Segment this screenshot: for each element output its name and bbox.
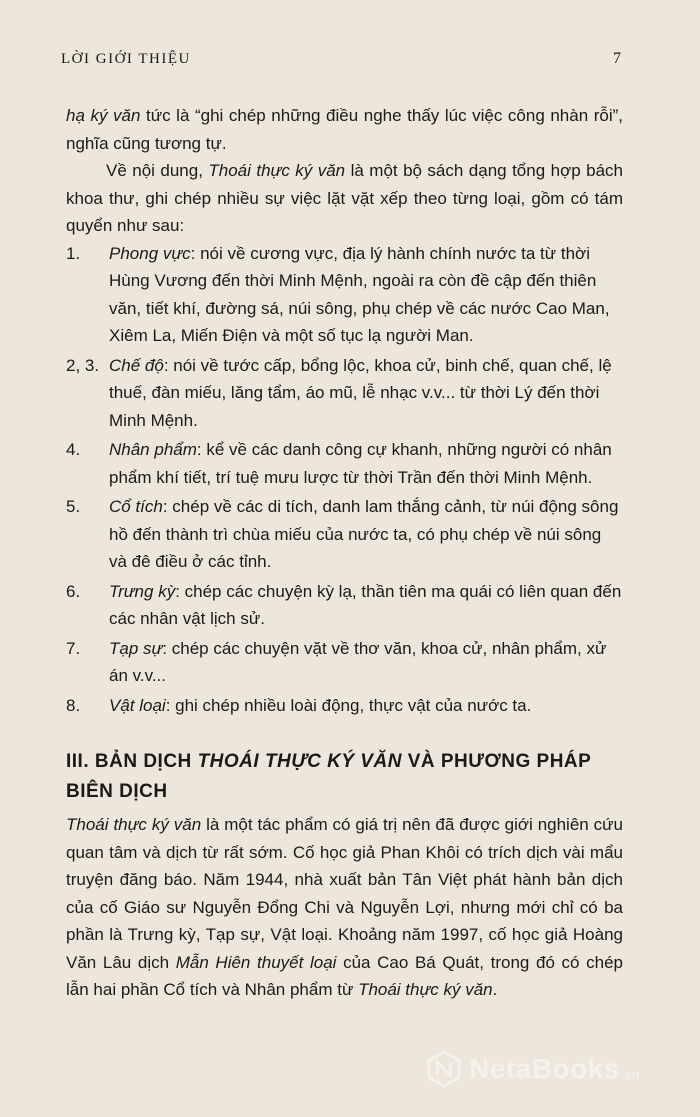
- intro-paragraph: [66, 102, 623, 157]
- translation-text-2: của Cao Bá Quát, trong đó có chép lẫn hai phần Cổ tích và Nhân phẩm từ: [66, 952, 624, 999]
- item-number: 8.: [66, 695, 81, 715]
- section-heading-italic: THOÁI THỰC KÝ VĂN: [197, 751, 402, 772]
- item-number: 2, 3.: [66, 355, 100, 375]
- item-number: 4.: [66, 440, 81, 459]
- running-title: LỜI GIỚI THIỆU: [61, 51, 191, 67]
- item-number: 1.: [66, 243, 81, 263]
- item-number: 7.: [66, 638, 81, 658]
- item-description: : chép về các di tích, danh lam thắng cảnh, từ núi động sông hồ đến thành trì chùa miếu của nước ta, có phụ chép về núi sông và đê điều ở các tỉnh.: [109, 497, 619, 571]
- item-description: : nói về cương vực, địa lý hành chính nước ta từ thời Hùng Vương đến thời Minh Mệnh, ngoài ra còn đề cập đến thiên văn, tiết khí, đường sá, núi sông, phụ chép về các nước Cao Man, Xiêm La, Miến Điện và một số tục lạ người Man.: [109, 243, 610, 345]
- list-item: [66, 635, 623, 690]
- item-term: Phong vực: [109, 243, 191, 263]
- list-item: [66, 493, 623, 576]
- item-term: Nhân phẩm: [109, 440, 197, 459]
- volume-list: [66, 240, 623, 720]
- translation-title-1: Thoái thực ký văn: [66, 815, 202, 834]
- item-term: Tạp sự: [109, 638, 163, 658]
- list-item: [66, 692, 623, 720]
- section-heading-part1: III. BẢN DỊCH: [66, 751, 198, 772]
- item-description: : chép các chuyện vặt về thơ văn, khoa cử, nhân phẩm, xử án v.v...: [109, 638, 607, 685]
- translation-title-2: Mẫn Hiên thuyết loại: [175, 952, 337, 972]
- item-number: 6.: [66, 581, 81, 601]
- item-description: : chép các chuyện kỳ lạ, thần tiên ma quái có liên quan đến các nhân vật lịch sử.: [109, 581, 622, 628]
- item-description: : ghi chép nhiều loài động, thực vật của nước ta.: [165, 695, 532, 715]
- section-heading-part2: VÀ PHƯƠNG PHÁP BIÊN DỊCH: [66, 751, 591, 802]
- page-body: [66, 102, 623, 1004]
- content-paragraph: [66, 157, 623, 240]
- item-term: Trưng kỳ: [109, 581, 176, 601]
- content-lead: Về nội dung,: [106, 161, 209, 180]
- section-heading: [66, 747, 623, 807]
- item-term: Vật loại: [109, 695, 166, 715]
- item-description: : kể về các danh công cự khanh, những người có nhân phẩm khí tiết, trí tuệ mưu lược từ thời Trần đến thời Minh Mệnh.: [109, 440, 612, 487]
- page-number: 7: [613, 50, 621, 67]
- item-term: Cổ tích: [109, 497, 163, 516]
- translation-text-3: .: [492, 980, 498, 999]
- translation-title-3: Thoái thực ký văn: [358, 980, 493, 999]
- netabooks-logo-icon: [425, 1050, 463, 1088]
- list-item: [66, 352, 623, 435]
- intro-text: tức là “ghi chép những điều nghe thấy lúc việc công nhàn rỗi”, nghĩa cũng tương tự.: [66, 106, 623, 153]
- item-description: : nói về tước cấp, bổng lộc, khoa cử, binh chế, quan chế, lệ thuế, đàn miếu, lăng tẩm, áo mũ, lễ nhạc v.v... từ thời Lý đến thời Minh Mệnh.: [109, 355, 612, 430]
- list-item: [66, 240, 623, 350]
- translation-paragraph: [66, 811, 623, 1004]
- watermark-brand: NetaBooks: [469, 1053, 620, 1084]
- watermark: [425, 1050, 639, 1088]
- watermark-tld: .vn: [621, 1067, 640, 1082]
- item-term: Chế độ: [109, 355, 164, 375]
- content-rest: là một bộ sách dạng tổng hợp bách khoa thư, ghi chép nhiều sự việc lặt vặt xếp theo từng loại, gồm có tám quyển như sau:: [66, 161, 623, 235]
- content-book-title: Thoái thực ký văn: [208, 161, 346, 180]
- intro-italic-term: hạ ký văn: [66, 106, 141, 125]
- list-item: [66, 436, 623, 491]
- list-item: [66, 578, 623, 633]
- running-head: [61, 50, 621, 68]
- translation-text-1: là một tác phẩm có giá trị nên đã được giới nghiên cứu quan tâm và dịch từ rất sớm. Cố học giả Phan Khôi có trích dịch vài mẩu truyện đăng báo. Năm 1944, nhà xuất bản Tân Việt phát hành bản dịch của cố Giáo sư Nguyễn Đổng Chi và Nguyễn Lợi, nhưng mới chỉ có ba phần là Trưng kỳ, Tạp sự, Vật loại. Khoảng năm 1997, cố học giả Hoàng Văn Lâu dịch: [66, 815, 623, 972]
- item-number: 5.: [66, 497, 81, 516]
